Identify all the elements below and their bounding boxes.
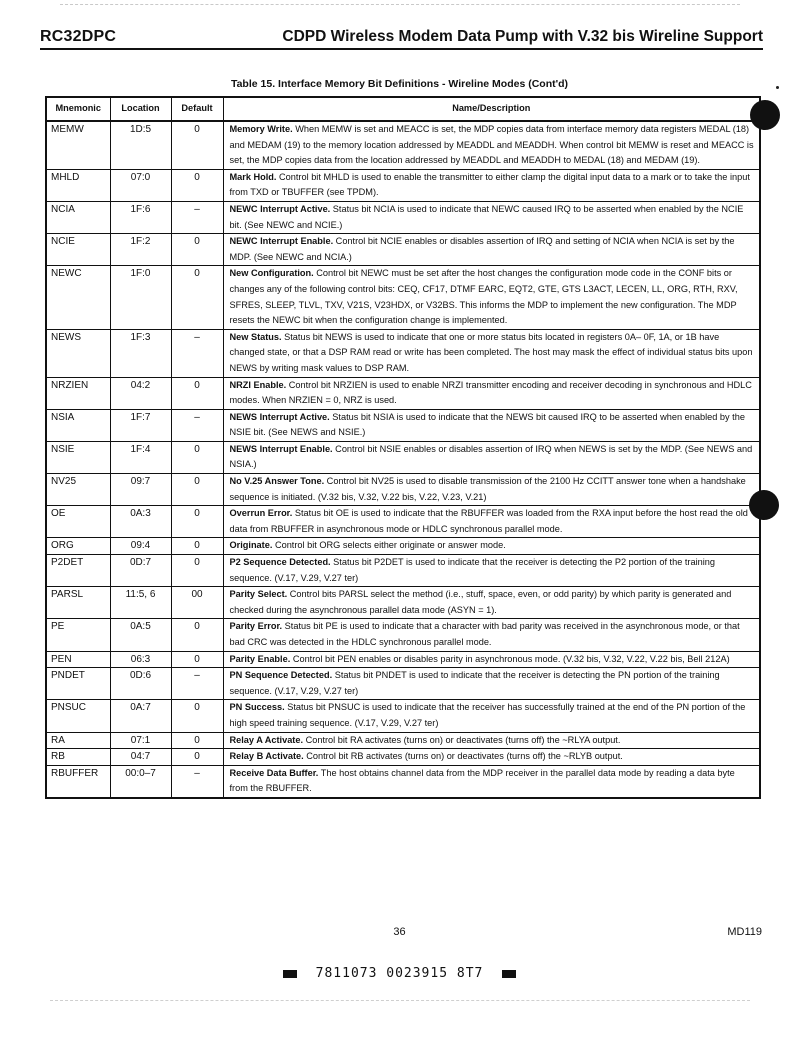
bit-description: Control bit ORG selects either originate or answer mode.: [272, 540, 506, 551]
bit-name: NEWS Interrupt Active.: [229, 411, 330, 422]
mnemonic-cell: ORG: [46, 538, 110, 555]
scan-artifact-bottom: [50, 1000, 750, 1001]
description-cell: [223, 538, 760, 555]
bit-description: Control bit NCIE enables or disables assertion of IRQ and setting of NCIA when NCIA is set by the MDP. (See NEWC and NCIA.): [229, 236, 735, 262]
scan-blot-top: [750, 100, 780, 130]
barcode-block-right: [502, 970, 516, 978]
location-cell: 1F:4: [110, 441, 171, 473]
bit-name: Receive Data Buffer.: [229, 767, 319, 778]
mnemonic-cell: PE: [46, 619, 110, 651]
description-cell: [223, 651, 760, 668]
location-cell: 07:1: [110, 732, 171, 749]
table-row: [46, 409, 760, 441]
table-row: [46, 266, 760, 329]
mnemonic-cell: RA: [46, 732, 110, 749]
page-header: [40, 28, 763, 50]
location-cell: 00:0–7: [110, 765, 171, 798]
description-cell: [223, 732, 760, 749]
bit-description: Status bit PNDET is used to indicate that the receiver is detecting the PN portion of the training sequence. (V.17, V.29, V.27 ter): [229, 670, 720, 696]
default-cell: 0: [171, 619, 223, 651]
description-cell: [223, 587, 760, 619]
bit-description: Status bit PNSUC is used to indicate that the receiver has successfully trained at the end of the PN portion of the high speed training sequence. (V.17, V.29, V.27 ter): [229, 702, 746, 728]
table-row: [46, 201, 760, 233]
table-row: [46, 441, 760, 473]
table-row: [46, 765, 760, 798]
bit-name: NEWC Interrupt Active.: [229, 203, 331, 214]
description-cell: [223, 121, 760, 169]
scan-blot-middle: [749, 490, 779, 520]
bit-name: Mark Hold.: [229, 171, 277, 182]
mnemonic-cell: NSIA: [46, 409, 110, 441]
mnemonic-cell: MHLD: [46, 169, 110, 201]
mnemonic-cell: RB: [46, 749, 110, 766]
table-row: [46, 377, 760, 409]
default-cell: 0: [171, 474, 223, 506]
column-header-location: Location: [110, 97, 171, 121]
mnemonic-cell: NCIE: [46, 234, 110, 266]
table-row: [46, 749, 760, 766]
description-cell: [223, 201, 760, 233]
default-cell: 0: [171, 234, 223, 266]
table-row: [46, 587, 760, 619]
bit-description: Control bits PARSL select the method (i.e., stuff, space, even, or odd parity) by which parity is generated and checked during the asynchronous parallel data mode (ASYN = 1).: [229, 589, 732, 615]
bit-name: Originate.: [229, 540, 273, 551]
bit-name: New Configuration.: [229, 268, 314, 279]
bit-description: Control bit NRZIEN is used to enable NRZI transmitter encoding and receiver decoding in synchronous and HDLC modes. When NRZIEN = 0, NRZ is used.: [229, 379, 752, 406]
bit-description: Control bit NSIE enables or disables assertion of IRQ when NEWS is set by the MDP. (See NEWS and NSIA.): [229, 443, 753, 470]
mnemonic-cell: P2DET: [46, 555, 110, 587]
default-cell: 0: [171, 441, 223, 473]
description-cell: [223, 749, 760, 766]
description-cell: [223, 619, 760, 651]
bit-description: The host obtains channel data from the MDP receiver in the parallel data mode by reading a data byte from the RBUFFER.: [229, 767, 735, 794]
bit-description: Control bit RB activates (turns on) or deactivates (turns off) the ~RLYB output.: [303, 751, 623, 762]
barcode-block-left: [283, 970, 297, 978]
mnemonic-cell: PARSL: [46, 587, 110, 619]
table-title: Table 15. Interface Memory Bit Definitions - Wireline Modes (Cont'd): [230, 78, 569, 90]
table-body: [46, 121, 760, 798]
description-cell: [223, 668, 760, 700]
mnemonic-cell: NEWS: [46, 329, 110, 377]
location-cell: 04:2: [110, 377, 171, 409]
bit-name: NRZI Enable.: [229, 379, 287, 390]
default-cell: 00: [171, 587, 223, 619]
description-cell: [223, 700, 760, 732]
bit-description: Status bit PE is used to indicate that a character with bad parity was received in the asynchronous mode, or that bad CRC was detected in the HDLC synchronous parallel mode.: [229, 621, 740, 647]
mnemonic-cell: OE: [46, 506, 110, 538]
table-row: [46, 555, 760, 587]
table-row: [46, 121, 760, 169]
description-cell: [223, 377, 760, 409]
table-row: [46, 474, 760, 506]
table-row: [46, 668, 760, 700]
description-cell: [223, 409, 760, 441]
location-cell: 1F:6: [110, 201, 171, 233]
bit-definitions-table: [45, 96, 761, 799]
location-cell: 09:7: [110, 474, 171, 506]
table-row: [46, 329, 760, 377]
table-header-row: [46, 97, 760, 121]
location-cell: 0A:3: [110, 506, 171, 538]
location-cell: 1F:0: [110, 266, 171, 329]
description-cell: [223, 555, 760, 587]
bit-name: Parity Error.: [229, 621, 283, 632]
mnemonic-cell: PNDET: [46, 668, 110, 700]
description-cell: [223, 329, 760, 377]
location-cell: 1F:3: [110, 329, 171, 377]
table-row: [46, 169, 760, 201]
bit-description: Status bit P2DET is used to indicate that the receiver is detecting the P2 portion of the training sequence. (V.17, V.29, V.27 ter): [229, 557, 716, 583]
mnemonic-cell: NV25: [46, 474, 110, 506]
column-header-mnemonic: Mnemonic: [46, 97, 110, 121]
location-cell: 11:5, 6: [110, 587, 171, 619]
bit-description: Status bit NCIA is used to indicate that NEWC caused IRQ to be asserted when enabled by the NCIE bit. (See NEWC and NCIE.): [229, 203, 744, 230]
default-cell: –: [171, 765, 223, 798]
bit-name: PN Sequence Detected.: [229, 670, 333, 681]
default-cell: –: [171, 329, 223, 377]
default-cell: 0: [171, 700, 223, 732]
location-cell: 04:7: [110, 749, 171, 766]
bit-description: Control bit PEN enables or disables parity in asynchronous mode. (V.32 bis, V.32, V.22, V.22 bis, Bell 212A): [290, 653, 730, 664]
bit-name: Parity Enable.: [229, 653, 291, 664]
description-cell: [223, 169, 760, 201]
page-number: 36: [393, 926, 406, 938]
mnemonic-cell: PEN: [46, 651, 110, 668]
location-cell: 09:4: [110, 538, 171, 555]
description-cell: [223, 234, 760, 266]
bit-description: Status bit OE is used to indicate that the RBUFFER was loaded from the RXA input before the host read the old data from RBUFFER in asynchronous mode or HDLC synchronous parallel mode.: [229, 508, 748, 534]
table-row: [46, 506, 760, 538]
bit-description: Status bit NEWS is used to indicate that one or more status bits located in registers 0A– 0F, 1A, or 1B have changed state, or that a DSP RAM read or write has been completed. The host may mask the effect of individual status bits upon NEWS by writing mask values to DSP RAM.: [229, 331, 753, 373]
table-row: [46, 651, 760, 668]
bit-name: New Status.: [229, 331, 282, 342]
scan-artifact-top: [60, 4, 740, 5]
location-cell: 1F:2: [110, 234, 171, 266]
bit-description: Status bit NSIA is used to indicate that the NEWS bit caused IRQ to be asserted when enabled by the NSIE bit. (See NEWS and NSIE.): [229, 411, 745, 438]
column-header-default: Default: [171, 97, 223, 121]
location-cell: 0D:7: [110, 555, 171, 587]
bit-name: Parity Select.: [229, 589, 288, 600]
location-cell: 1D:5: [110, 121, 171, 169]
description-cell: [223, 266, 760, 329]
document-number: MD119: [727, 926, 762, 938]
location-cell: 1F:7: [110, 409, 171, 441]
mnemonic-cell: MEMW: [46, 121, 110, 169]
mnemonic-cell: PNSUC: [46, 700, 110, 732]
barcode-text: 7811073 0023915 8T7: [315, 966, 484, 981]
default-cell: –: [171, 668, 223, 700]
bit-name: Overrun Error.: [229, 508, 293, 519]
default-cell: 0: [171, 555, 223, 587]
description-cell: [223, 441, 760, 473]
barcode-line: [0, 966, 799, 981]
bit-description: Control bit NEWC must be set after the host changes the configuration mode code in the CONF bits or changes any of the following control bits: CEQ, CF17, DTMF EARC, EQT2, GTE, GTS L3ACT, LECEN, LL, ORG, RTH, RXV, SFRES, SLEEP, TLVL, TXV, V21S, V23HDX, or V32BS. This informs the MDP to implement the new configuration. The MDP resets the NEWC bit when the configuration change is implemented.: [229, 268, 738, 326]
default-cell: 0: [171, 377, 223, 409]
location-cell: 07:0: [110, 169, 171, 201]
bit-description: Control bit RA activates (turns on) or deactivates (turns off) the ~RLYA output.: [303, 734, 621, 745]
bit-name: NEWC Interrupt Enable.: [229, 236, 334, 247]
bit-name: PN Success.: [229, 702, 285, 713]
location-cell: 0A:5: [110, 619, 171, 651]
table-row: [46, 234, 760, 266]
mnemonic-cell: NCIA: [46, 201, 110, 233]
default-cell: –: [171, 409, 223, 441]
default-cell: 0: [171, 732, 223, 749]
location-cell: 06:3: [110, 651, 171, 668]
location-cell: 0D:6: [110, 668, 171, 700]
mnemonic-cell: NEWC: [46, 266, 110, 329]
mnemonic-cell: NSIE: [46, 441, 110, 473]
mnemonic-cell: NRZIEN: [46, 377, 110, 409]
bit-description: Control bit MHLD is used to enable the transmitter to either clamp the digital input data to a mark or to take the input from TXD or TBUFFER (see TPDM).: [229, 171, 750, 198]
part-number: RC32DPC: [40, 28, 117, 45]
table-row: [46, 619, 760, 651]
table-row: [46, 538, 760, 555]
description-cell: [223, 506, 760, 538]
default-cell: 0: [171, 651, 223, 668]
mnemonic-cell: RBUFFER: [46, 765, 110, 798]
bit-name: NEWS Interrupt Enable.: [229, 443, 333, 454]
default-cell: 0: [171, 121, 223, 169]
bit-name: No V.25 Answer Tone.: [229, 476, 325, 487]
description-cell: [223, 765, 760, 798]
table-row: [46, 700, 760, 732]
bit-name: Memory Write.: [229, 124, 293, 134]
table-row: [46, 732, 760, 749]
default-cell: 0: [171, 169, 223, 201]
description-cell: [223, 474, 760, 506]
document-title: CDPD Wireless Modem Data Pump with V.32 bis Wireline Support: [282, 28, 763, 45]
bit-name: Relay B Activate.: [229, 751, 304, 762]
bit-name: P2 Sequence Detected.: [229, 557, 331, 568]
column-header-description: Name/Description: [223, 97, 760, 121]
bit-description: When MEMW is set and MEACC is set, the MDP copies data from interface memory data registers MEDAL (18) and MEDAM (19) to the memory location addressed by MEADDL and MEADDH. When control bit MEMW is reset and MEACC is set, the MDP copies data from the location addressed by MEADDL and MEADDH to MEDAL (18) and MEDAM (19).: [229, 124, 754, 166]
default-cell: –: [171, 201, 223, 233]
default-cell: 0: [171, 749, 223, 766]
bit-name: Relay A Activate.: [229, 734, 304, 745]
default-cell: 0: [171, 538, 223, 555]
location-cell: 0A:7: [110, 700, 171, 732]
default-cell: 0: [171, 266, 223, 329]
default-cell: 0: [171, 506, 223, 538]
bit-description: Control bit NV25 is used to disable transmission of the 2100 Hz CCITT answer tone when a handshake sequence is initiated. (V.32 bis, V.32, V.22 bis, V.22, V.23, V.21): [229, 476, 746, 502]
